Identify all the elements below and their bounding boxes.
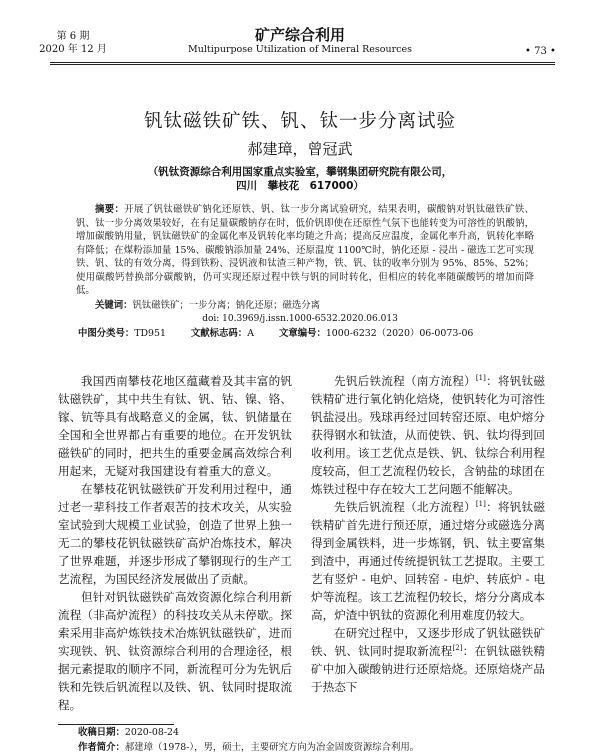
paragraph	[311, 372, 545, 498]
received-date	[78, 725, 378, 740]
paragraph-text: ：将钒钛磁铁精矿首先进行预还原，通过熔分或磁选分离得到金属铁料，进一步炼钢，钒、钛主要富集到渣中，再通过传统提钒钛工艺提取。主要工艺有竖炉 - 电炉、回转窑 - 电炉、转底炉 - 电炉等流程。该工艺流程仍较长，熔分分离成本高，炉渣中钒钛的资源化利用难度仍较大。	[311, 500, 545, 622]
paragraph	[311, 498, 545, 624]
paragraph-lead: 在研究过程中，又逐步形成了钒钛磁铁矿铁、钒、钛同时提取新流程	[311, 626, 545, 658]
front-matter	[0, 110, 600, 341]
body-columns	[58, 372, 545, 755]
keywords	[95, 299, 600, 313]
keywords-text: 钒钛磁铁矿；一步分离；钠化还原；磁选分离	[132, 299, 321, 311]
abstract-label: 摘要：	[95, 204, 125, 215]
article-id	[279, 328, 473, 339]
affiliation-line: （钒钛资源综合利用国家重点实验室，攀钢集团研究院有限公司，	[147, 166, 453, 178]
authors: 郝建璋，曾冠武	[247, 140, 353, 158]
paragraph: 在攀枝花钒钛磁铁矿开发利用过程中，通过老一辈科技工作者艰苦的技术攻关，从实验室试验到大规模工业试验，创造了世界上独一无二的攀枝花钒钛磁铁矿高炉冶炼技术，解决了世界难题，并逐步形成了攀钢现行的生产工艺流程，为国民经济发展做出了贡献。	[58, 482, 292, 586]
clc-value: TD951	[134, 328, 166, 339]
issue-info	[38, 30, 108, 56]
received-value: 2020-08-24	[124, 727, 179, 738]
author-bio-label: 作者简介：	[78, 742, 125, 753]
citation[interactable]: [1]	[475, 374, 486, 383]
doi: doi: 10.3969/j.issn.1000-6532.2020.06.013	[202, 314, 398, 324]
classification	[78, 327, 600, 341]
paragraph-text: ：将钒钛磁铁精矿进行氧化钠化焙烧，使钒转化为可溶性钒盐浸出。残球再经过回转窑还原、电炉熔分获得钢水和钛渣，从而使铁、钒、钛均得到回收利用。该工艺优点是铁、钒、钛综合利用程度较高，但工艺流程仍较长，含钠盐的球团在炼铁过程中存在较大工艺问题不能解决。	[311, 374, 545, 496]
journal-title-en: Multipurpose Utilization of Mineral Resources	[188, 44, 412, 55]
header-rule	[50, 62, 555, 65]
paragraph-lead: 先钒后铁流程（南方流程）	[334, 374, 476, 388]
keywords-label: 关键词：	[95, 299, 133, 311]
abstract-text: 开展了钒钛磁铁矿钠化还原铁、钒、钛一步分离试验研究，结果表明，碳酸钠对钒钛磁铁矿铁、钒、钛一步分离效果较好，在有足量碳酸钠存在时，低价钒即使在还原性气氛下也能转变为可溶性的钒酸钠，增加碳酸钠用量，钒钛磁铁矿的金属化率及钒转化率均随之升高；提高反应温度，金属化率升高，钒转化率略有降低；在煤粉添加量 15%、碳酸钠添加量 24%、还原温度 1100℃时，钠化还原 - 浸出 - 磁选工艺可实现铁、钒、钛的有效分离，得到铁粉、浸钒液和钛渣三种产物，铁、钒、钛的收率分别为 95%、85%、52%；使用碳酸钙替换部分碳酸钠，仍可实现还原过程中铁与钒的同时转化，但相应的转化率随碳酸钙的增加而降低。	[76, 204, 534, 296]
paragraph: 我国西南攀枝花地区蕴藏着及其丰富的钒钛磁铁矿，其中共生有钛、钒、钴、镍、铬、镓、钪等具有战略意义的金属，钛、钒储量在全国和全世界都占有重要的地位。在开发钒钛磁铁矿的同时，把共生的重要金属高效综合利用起来，无疑对我国建设有着重大的意义。	[58, 374, 292, 478]
clc-label: 中图分类号：	[78, 328, 135, 339]
page-number: • 73 •	[525, 46, 556, 57]
affiliation	[100, 165, 500, 193]
journal-title-cn: 矿产综合利用	[254, 26, 345, 44]
affiliation-line: 四川 攀枝花 617000）	[236, 180, 364, 192]
citation[interactable]: [1]	[475, 500, 486, 509]
doc-code-label: 文献标志码：	[190, 328, 248, 339]
article-id-label: 文章编号：	[278, 328, 326, 339]
received-label: 收稿日期：	[78, 727, 125, 738]
clc	[78, 328, 166, 339]
paper-title: 钒钛磁铁矿铁、钒、钛一步分离试验	[143, 111, 456, 132]
paragraph-text: ：在钒钛磁铁精矿中加入碳酸钠进行还原焙烧。还原焙烧产品于热态下	[311, 644, 545, 694]
citation[interactable]: [2]	[452, 644, 463, 653]
doc-code-value: A	[247, 328, 254, 339]
abstract	[76, 203, 534, 298]
author-bio-text: 郝建璋（1978-），男，硕士，主要研究方向为冶金固废资源综合利用。	[124, 742, 420, 753]
right-column	[311, 372, 545, 696]
paragraph	[311, 624, 545, 696]
paragraph: 但针对钒钛磁铁矿高效资源化综合利用新流程（非高炉流程）的科技攻关从未停歇。探索采用非高炉炼铁技术冶炼钒钛磁铁矿，进而实现铁、钒、钛资源综合利用的合理途径，根据元素提取的顺序不同，新流程可分为先钒后铁和先铁后钒流程以及铁、钒、钛同时提取流程。	[58, 590, 292, 712]
issue-number: 第 6 期	[56, 31, 90, 42]
issue-date: 2020 年 12 月	[39, 44, 107, 55]
doc-code	[191, 328, 254, 339]
paragraph-lead: 先铁后钒流程（北方流程）	[334, 500, 476, 514]
article-id-value: 1000-6232（2020）06-0073-06	[325, 328, 474, 339]
